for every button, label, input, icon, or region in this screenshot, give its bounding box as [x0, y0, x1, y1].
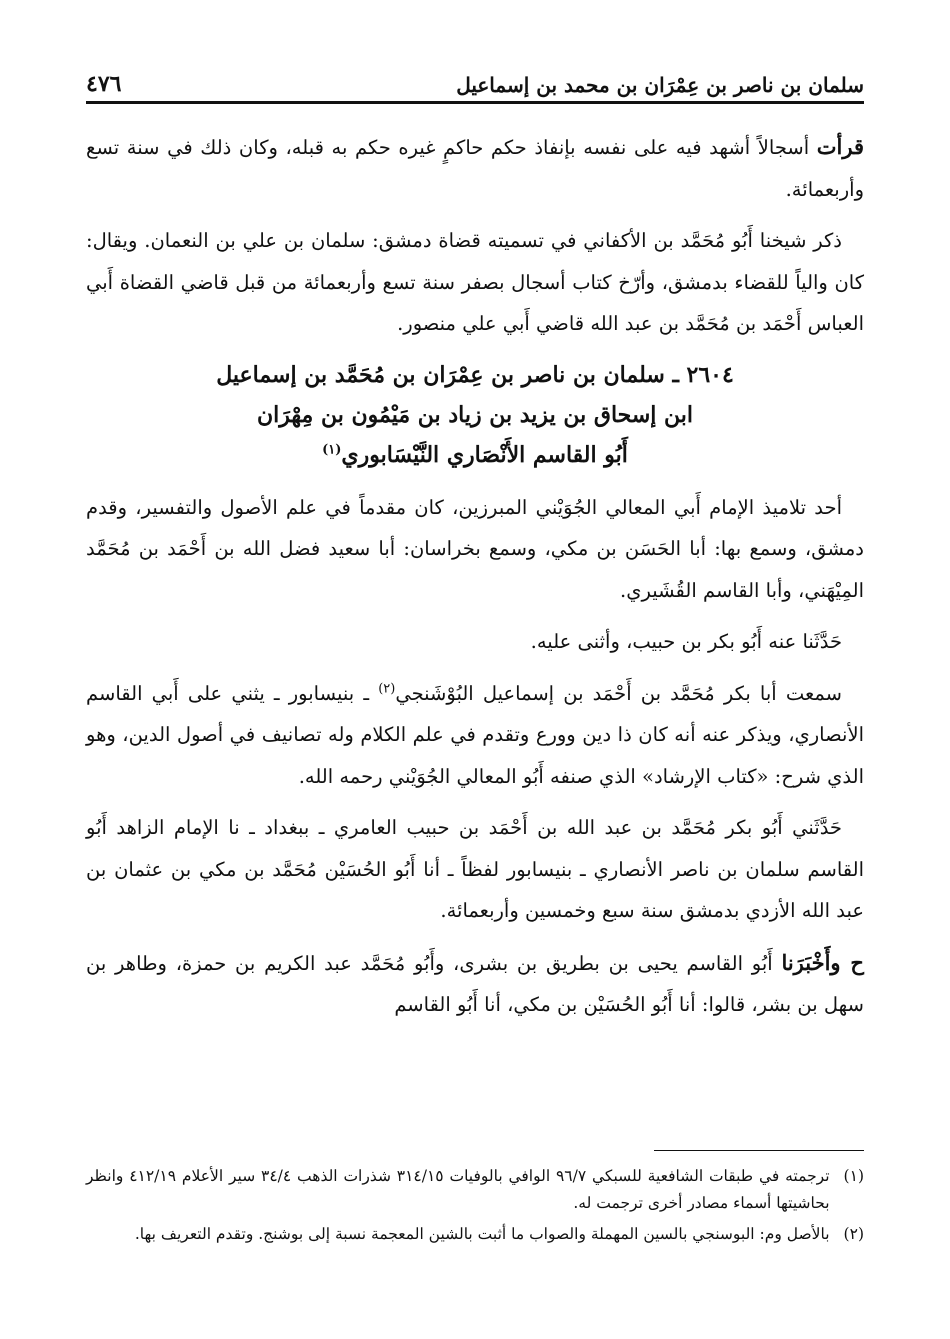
- running-title: سلمان بن ناصر بن عِمْرَان بن محمد بن إسماعيل: [456, 73, 864, 97]
- entry-heading-line-1: ٢٦٠٤ ـ سلمان بن ناصر بن عِمْرَان بن مُحَمَّد بن إسماعيل: [216, 361, 734, 388]
- footnotes: [86, 1150, 864, 1252]
- paragraph-6: حَدَّثَني أَبُو بكر مُحَمَّد بن عبد الله بن أَحْمَد بن حبيب العامري ـ ببغداد ـ نا الإمام الزاهد أَبُو القاسم سلمان بن ناصر الأنصاري ـ بنيسابور لفظاً ـ أنا أَبُو الحُسَيْن مُحَمَّد بن مكي بن عثمان بن عبد الله الأزدي بدمشق سنة سبع وخمسين وأربعمائة.: [86, 816, 864, 922]
- entry-heading-line-3-text: أَبُو القاسم الأَنْصَاري النَّيْسَابوري: [341, 441, 628, 468]
- page-number: ٤٧٦: [86, 71, 122, 97]
- paragraph-text: سمعت أبا بكر مُحَمَّد بن أَحْمَد بن إسماعيل البُوْشَنجي: [395, 681, 843, 705]
- footnote-text: بالأصل وم: البوسنجي بالسين المهملة والصواب ما أثبت بالشين المعجمة نسبة إلى بوشنج. وتقدم التعريف بها.: [134, 1225, 830, 1243]
- paragraph-3: أحد تلاميذ الإمام أَبي المعالي الجُوَيْني المبرزين، كان مقدماً في علم الأصول والتفسير، وقدم دمشق، وسمع بها: أبا الحَسَن بن مكي، وسمع بخراسان: أبا سعيد فضل الله بن أَحْمَد بن مُحَمَّد المِيْهَني، وأبا القاسم القُشَيري.: [86, 495, 864, 602]
- paragraph-lead-word: قرأت: [816, 134, 865, 159]
- paragraph-text: أسجالاً أشهد فيه على نفسه بإنفاذ حكم حاكمٍ غيره حكم به قبله، وكان ذلك في سنة تسع وأربعمائة.: [86, 136, 864, 201]
- running-header: [86, 60, 864, 104]
- footnote-mark: (٢): [843, 1225, 864, 1243]
- paragraph-2: ذكر شيخنا أَبُو مُحَمَّد بن الأكفاني في تسميته قضاة دمشق: سلمان بن علي بن النعمان. ويقال: كان والياً للقضاء بدمشق، وأرّخ كتاب أسجال بصفر سنة تسع وأربعمائة من قبل قاضي القضاة أَبي العباس أَحْمَد بن مُحَمَّد بن عبد الله قاضي أَبي علي منصور.: [86, 229, 864, 335]
- paragraph-4: حَدَّثَنا عنه أَبُو بكر بن حبيب، وأثنى عليه.: [530, 630, 842, 653]
- paragraph-text: أَبُو القاسم يحيى بن بطريق بن بشرى، وأَبُو مُحَمَّد عبد الكريم بن حمزة، وطاهر بن سهل بن بشر، قالوا: أنا أَبُو الحُسَيْن بن مكي، أنا أَبُو القاسم: [86, 951, 864, 1016]
- paragraph-7: [86, 942, 864, 1026]
- entry-heading-line-2: ابن إسحاق بن يزيد بن زياد بن مَيْمُون بن مِهْرَان: [256, 401, 694, 428]
- paragraph-1: [86, 126, 864, 210]
- paragraph-text: ـ بنيسابور ـ يثني على أَبي القاسم الأنصاري، ويذكر عنه أنه كان ذا دين وورع وتقدم في علم الكلام وله تصانيف في أصول الدين، وهو الذي شرح: «كتاب الإرشاد» الذي صنفه أَبُو المعالي الجُوَيْني رحمه الله.: [86, 681, 864, 788]
- footnote-1: [86, 1163, 864, 1217]
- paragraph-5: [86, 673, 864, 798]
- main-text: [86, 126, 864, 1036]
- footnote-text: ترجمته في طبقات الشافعية للسبكي ٩٦/٧ الوافي بالوفيات ٣١٤/١٥ شذرات الذهب ٣٤/٤ سير الأعلام ٤١٢/١٩ وانظر بحاشيتها أسماء مصادر أخرى ترجمت له.: [86, 1167, 830, 1212]
- footnote-ref-1[interactable]: (١): [322, 442, 342, 458]
- footnote-separator: [654, 1150, 864, 1151]
- footnote-mark: (١): [843, 1167, 864, 1185]
- footnote-2: [86, 1221, 864, 1248]
- entry-heading-line-3: [86, 435, 864, 475]
- footnote-ref-2[interactable]: (٢): [378, 681, 396, 696]
- paragraph-lead-word: ح وأَخْبَرَنا: [781, 949, 864, 975]
- entry-heading: [86, 355, 864, 475]
